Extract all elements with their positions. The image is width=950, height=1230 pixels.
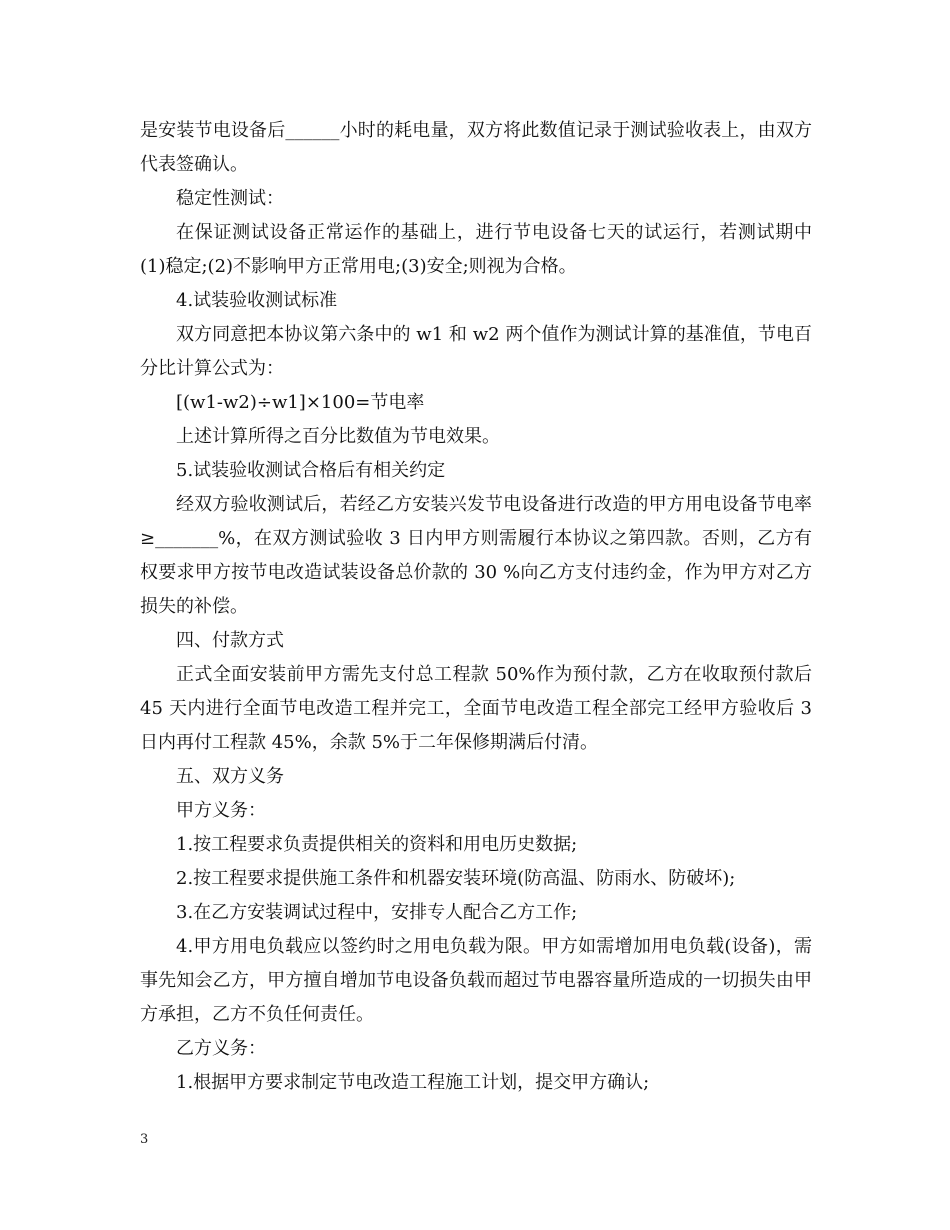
paragraph-4: 4.试装验收测试标准 [176,290,338,311]
paragraph-17: 4.甲方用电负载应以签约时之用电负载为限。甲方如需增加用电负载(设备)，需事先知会乙方，甲方擅自增加节电设备负载而超过节电器容量所造成的一切损失由甲方承担，乙方不负任何责任。 [140,936,812,1025]
paragraph-10: 四、付款方式 [176,630,284,651]
paragraph-1: 是安装节电设备后______小时的耗电量，双方将此数值记录于测试验收表上，由双方代表签确认。 [140,120,812,175]
paragraph-11: 正式全面安装前甲方需先支付总工程款 50%作为预付款，乙方在收取预付款后 45 天内进行全面节电改造工程并完工，全面节电改造工程全部完工经甲方验收后 3 日内再付工程款 45%，余款 5%于二年保修期满后付清。 [140,664,812,753]
page-number: 3 [140,1132,149,1147]
paragraph-18: 乙方义务： [176,1038,266,1059]
paragraph-2: 稳定性测试： [176,188,284,209]
paragraph-16: 3.在乙方安装调试过程中，安排专人配合乙方工作; [176,902,578,923]
paragraph-19: 1.根据甲方要求制定节电改造工程施工计划，提交甲方确认; [176,1072,650,1093]
paragraph-13: 甲方义务： [176,800,266,821]
paragraph-6: [(w1-w2)÷w1]×100=节电率 [176,392,425,413]
paragraph-3: 在保证测试设备正常运作的基础上，进行节电设备七天的试运行，若测试期中(1)稳定;(2)不影响甲方正常用电;(3)安全;则视为合格。 [140,222,812,277]
paragraph-8: 5.试装验收测试合格后有相关约定 [176,460,446,481]
paragraph-9: 经双方验收测试后，若经乙方安装兴发节电设备进行改造的甲方用电设备节电率≥_______%，在双方测试验收 3 日内甲方则需履行本协议之第四款。否则，乙方有权要求甲方按节电改造试装设备总价款的 30 %向乙方支付违约金，作为甲方对乙方损失的补偿。 [140,494,812,617]
paragraph-12: 五、双方义务 [176,766,284,787]
document-body [140,114,812,1100]
paragraph-15: 2.按工程要求提供施工条件和机器安装环境(防高温、防雨水、防破坏); [176,868,736,889]
paragraph-5: 双方同意把本协议第六条中的 w1 和 w2 两个值作为测试计算的基准值，节电百分比计算公式为： [140,324,812,379]
paragraph-14: 1.按工程要求负责提供相关的资料和用电历史数据; [176,834,578,855]
paragraph-7: 上述计算所得之百分比数值为节电效果。 [176,426,500,447]
